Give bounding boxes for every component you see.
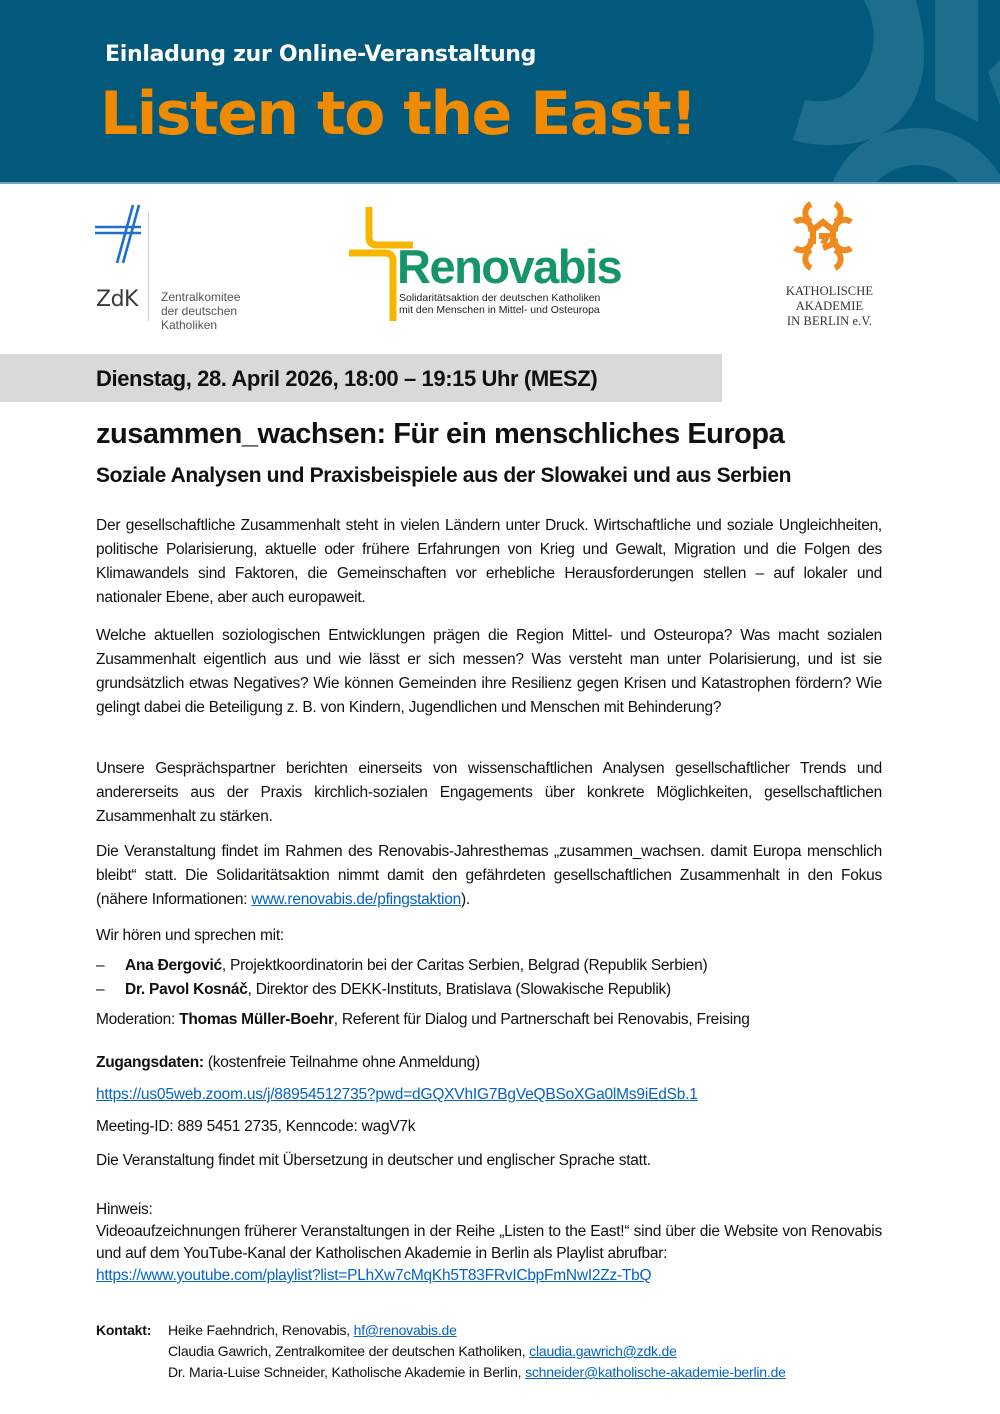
questions-paragraph: Welche aktuellen soziologischen Entwicklungen prägen die Region Mittel- und Osteuropa? Was macht sozialen Zusammenhalt eigentlich aus und wie lässt er sich messen? Was versteht man unter Polarisierung, und ist sie grundsätzlich etwas Negatives? Wie können Gemeinden ihre Resilienz gegen Krisen und Katastrophen fördern? Wie gelingt dabei die Beteiligung z. B. von Kindern, Jugendlichen und Menschen mit Behinderung? <box>96 627 882 716</box>
zdk-divider <box>148 211 149 321</box>
banner-title: Listen to the East! <box>100 79 696 149</box>
contact-entry: Dr. Maria-Luise Schneider, Katholische Akademie in Berlin, schneider@katholische-akademie-berlin.de <box>168 1364 786 1380</box>
translation-note: Die Veranstaltung findet mit Übersetzung in deutscher und englischer Sprache statt. <box>96 1152 651 1169</box>
katholische-akademie-logo <box>752 200 912 328</box>
speaker-role: , Direktor des DEKK-Instituts, Bratislava (Slowakische Republik) <box>247 981 671 998</box>
access-heading: Zugangsdaten: (kostenfreie Teilnahme ohne Anmeldung) <box>96 1054 480 1071</box>
contact-email-link[interactable]: claudia.gawrich@zdk.de <box>529 1343 677 1359</box>
speakers-heading: Wir hören und sprechen mit: <box>96 927 284 944</box>
renovabis-pfingstaktion-link[interactable]: www.renovabis.de/pfingstaktion <box>251 891 461 908</box>
contact-label: Kontakt: <box>96 1322 152 1338</box>
hint-text: Videoaufzeichnungen früherer Veranstaltungen in der Reihe „Listen to the East!“ sind über die Website von Renovabis und auf dem YouTube-Kanal der Katholischen Akademie in Berlin als Playlist abrufbar: <box>96 1223 882 1262</box>
list-dash: – <box>96 981 105 998</box>
zoom-meeting-link[interactable]: https://us05web.zoom.us/j/88954512735?pwd=dGQXVhIG7BgVeQBSoXGa0lMs9iEdSb.1 <box>96 1086 698 1103</box>
contact-entry: Claudia Gawrich, Zentralkomitee der deutschen Katholiken, claudia.gawrich@zdk.de <box>168 1343 677 1359</box>
akademie-emblem-icon <box>789 200 857 272</box>
youtube-playlist-link[interactable]: https://www.youtube.com/playlist?list=PLhXw7cMqKh5T83FRvICbpFmNwI2Zz-TbQ <box>96 1267 652 1284</box>
meeting-id: Meeting-ID: 889 5451 2735, Kenncode: wagV7k <box>96 1118 416 1135</box>
zdk-logo <box>93 203 293 332</box>
banner-subtitle: Einladung zur Online-Veranstaltung <box>105 42 537 67</box>
zdk-cross-icon <box>93 203 143 265</box>
header-banner <box>0 0 1000 184</box>
contact-list <box>168 1320 786 1383</box>
speaker-name: Ana Đergović <box>125 957 222 974</box>
zdk-abbreviation: ZdK <box>96 287 138 312</box>
renovabis-logo <box>347 205 622 323</box>
event-title: zusammen_wachsen: Für ein menschliches Europa <box>96 418 785 450</box>
annual-theme-paragraph: Die Veranstaltung findet im Rahmen des Renovabis-Jahresthemas „zusammen_wachsen. damit Europa menschlich bleibt“ statt. Die Solidaritätsaktion nimmt damit den gefährdeten gesellschaftlichen Zusammenhalt in den Fokus (nähere Informationen: www.renovabis.de/pfingstaktion). <box>96 843 882 908</box>
renovabis-wordmark: Renovabis <box>397 240 622 293</box>
speaker-item <box>96 954 882 978</box>
hint-label: Hinweis: <box>96 1201 153 1218</box>
speaker-role: , Projektkoordinatorin bei der Caritas Serbien, Belgrad (Republik Serbien) <box>221 957 708 974</box>
zdk-name: Zentralkomitee der deutschen Katholiken <box>161 290 241 332</box>
banner-divider <box>0 182 1000 184</box>
event-subtitle: Soziale Analysen und Praxisbeispiele aus der Slowakei und aus Serbien <box>96 464 792 487</box>
intro-paragraph: Der gesellschaftliche Zusammenhalt steht in vielen Ländern unter Druck. Wirtschaftliche und soziale Ungleichheiten, politische Polarisierung, aktuelle oder frühere Erfahrungen von Krieg und Gewalt, Migration und die Folgen des Klimawandels sind Faktoren, die Gemeinschaften vor erhebliche Herausforderungen stellen – auf lokaler und nationaler Ebene, aber auch europaweit. <box>96 517 882 606</box>
contact-email-link[interactable]: hf@renovabis.de <box>353 1322 457 1338</box>
moderation-line: Moderation: Thomas Müller-Boehr, Referent für Dialog und Partnerschaft bei Renovabis, Freising <box>96 1011 750 1028</box>
contact-entry: Heike Faehndrich, Renovabis, hf@renovabis.de <box>168 1322 457 1338</box>
moderator-name: Thomas Müller-Boehr <box>179 1011 334 1028</box>
speaker-name: Dr. Pavol Kosnáč <box>125 981 248 998</box>
speaker-item <box>96 978 882 1002</box>
speaker-list <box>96 954 882 1002</box>
hint-section <box>96 1199 882 1287</box>
akademie-name: KATHOLISCHE AKADEMIE IN BERLIN e.V. <box>785 284 874 328</box>
event-date: Dienstag, 28. April 2026, 18:00 – 19:15 Uhr (MESZ) <box>96 366 598 391</box>
renovabis-tagline: Solidaritätsaktion der deutschen Katholiken mit den Menschen in Mittel- und Osteuropa <box>399 292 601 316</box>
contact-email-link[interactable]: schneider@katholische-akademie-berlin.de <box>525 1364 786 1380</box>
list-dash: – <box>96 957 105 974</box>
speakers-intro-paragraph: Unsere Gesprächspartner berichten einerseits von wissenschaftlichen Analysen gesellschaftlicher Trends und andererseits aus der Praxis kirchlich-sozialen Engagements über konkrete Möglichkeiten, gesellschaftlichen Zusammenhalt zu stärken. <box>96 760 882 825</box>
